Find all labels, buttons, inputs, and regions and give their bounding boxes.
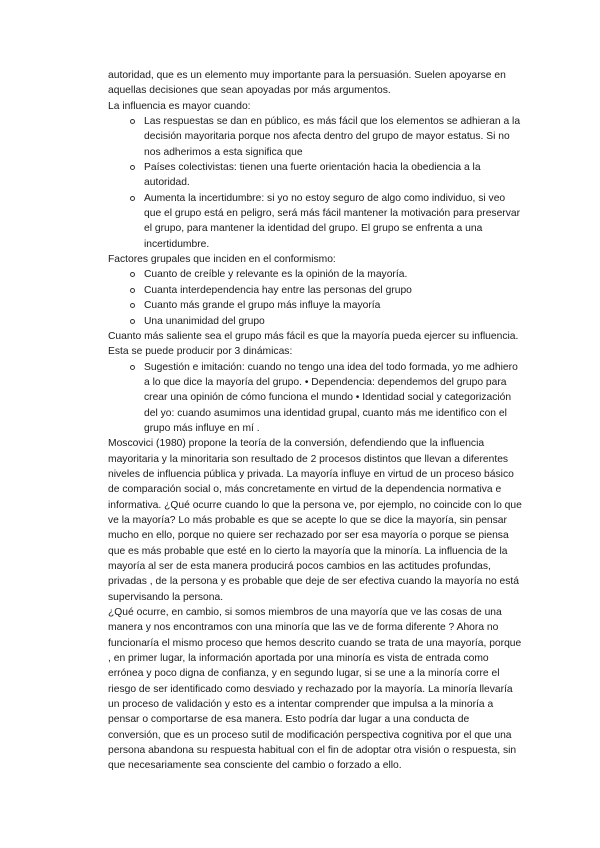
- list-item: [108, 314, 522, 329]
- moscovici-paragraph: Moscovici (1980) propone la teoría de la conversión, defendiendo que la influencia mayoritaria y la minoritaria son resultado de 2 procesos distintos que llevan a diferentes niveles de influencia pública y privada. La mayoría influye en virtud de un proceso básico de comparación social o, más concretamente en virtud de la dependencia normativa e informativa. ¿Qué ocurre cuando lo que la persona ve, por ejemplo, no coincide con lo que ve la mayoría? Lo más probable es que se acepte lo que se dice la mayoría, sin pensar mucho en ello, porque no quiere ser rechazado por ser esa mayoría o porque se piensa que es más probable que esté en lo cierto la mayoría que la minoría. La influencia de la mayoría al ser de esta manera producirá pocos cambios en las actitudes profundas, privadas , de la persona y es probable que deje de ser efectiva cuando la mayoría no está supervisando la persona.: [108, 438, 522, 603]
- list-item-text: Sugestión e imitación: cuando no tengo una idea del todo formada, yo me adhiero a lo que dice la mayoría del grupo. • Dependencia: dependemos del grupo para crear una opinión de cómo funciona el mundo • Identidad social y categorización del yo: cuando asumimos una identidad grupal, cuanto más me identifico con el grupo más influye en mí .: [144, 361, 518, 434]
- section-heading: Factores grupales que inciden en el conformismo:: [108, 254, 336, 266]
- opening-paragraph: autoridad, que es un elemento muy importante para la persuasión. Suelen apoyarse en aquellas decisiones que sean apoyadas por más argumentos.: [108, 70, 506, 97]
- list-item: [108, 114, 522, 160]
- section-heading: La influencia es mayor cuando:: [108, 100, 251, 112]
- bullet-list: [108, 360, 522, 437]
- minority-paragraph: ¿Qué ocurre, en cambio, si somos miembros de una mayoría que ve las cosas de una manera y nos encontramos con una minoría que las ve de forma diferente ? Ahora no funcionaría el mismo proceso que hemos descrito cuando se trata de una mayoría, porque , en primer lugar, la información aportada por una minoría es vista de entrada como errónea y poco digna de confianza, y en segundo lugar, si se une a la minoría corre el riesgo de ser identificado como desviado y rechazado por la mayoría. La minoría llevaría un proceso de validación y esto es a intentar comprender que impulsa a la minoría a pensar o comportarse de esa manera. Esto podría dar lugar a una conducta de conversión, que es un proceso sutil de modificación perspectiva cognitiva por el que una persona abandona su respuesta habitual con el fin de adoptar otra visión o respuesta, sin que necesariamente sea consciente del cambio o forzado a ello.: [108, 607, 522, 772]
- list-item: [108, 160, 522, 191]
- section-intro-paragraph: Cuanto más saliente sea el grupo más fácil es que la mayoría pueda ejercer su influencia. Esta se puede producir por 3 dinámicas:: [108, 330, 519, 358]
- list-item: [108, 298, 522, 313]
- list-item-text: Una unanimidad del grupo: [144, 315, 265, 327]
- bullet-list: [108, 267, 522, 328]
- list-item: [108, 283, 522, 298]
- bullet-icon: [130, 165, 135, 170]
- list-item-text: Cuanto de creíble y relevante es la opinión de la mayoría.: [144, 269, 408, 281]
- bullet-icon: [130, 119, 135, 124]
- bullet-icon: [130, 303, 135, 308]
- bullet-icon: [130, 272, 135, 277]
- list-item-text: Aumenta la incertidumbre: si yo no estoy seguro de algo como individuo, si veo que el grupo está en peligro, será más fácil mantener la motivación para preservar el grupo, para mantener la identidad del grupo. El grupo se enfrenta a una incertidumbre.: [144, 192, 521, 250]
- list-item-text: Cuanto más grande el grupo más influye la mayoría: [144, 300, 381, 312]
- bullet-icon: [130, 365, 135, 370]
- list-item: [108, 267, 522, 282]
- list-item-text: Las respuestas se dan en público, es más fácil que los elementos se adhieran a la decisión mayoritaria porque nos afecta dentro del grupo de mayor estatus. Si no nos adherimos a esta significa que: [144, 116, 521, 158]
- list-item: [108, 191, 522, 252]
- list-item: [108, 360, 522, 437]
- bullet-icon: [130, 319, 135, 324]
- document-page: [108, 68, 522, 774]
- list-item-text: Países colectivistas: tienen una fuerte orientación hacia la obediencia a la autoridad.: [144, 162, 481, 189]
- list-item-text: Cuanta interdependencia hay entre las personas del grupo: [144, 284, 412, 296]
- bullet-icon: [130, 196, 135, 201]
- bullet-list: [108, 114, 522, 252]
- bullet-icon: [130, 288, 135, 293]
